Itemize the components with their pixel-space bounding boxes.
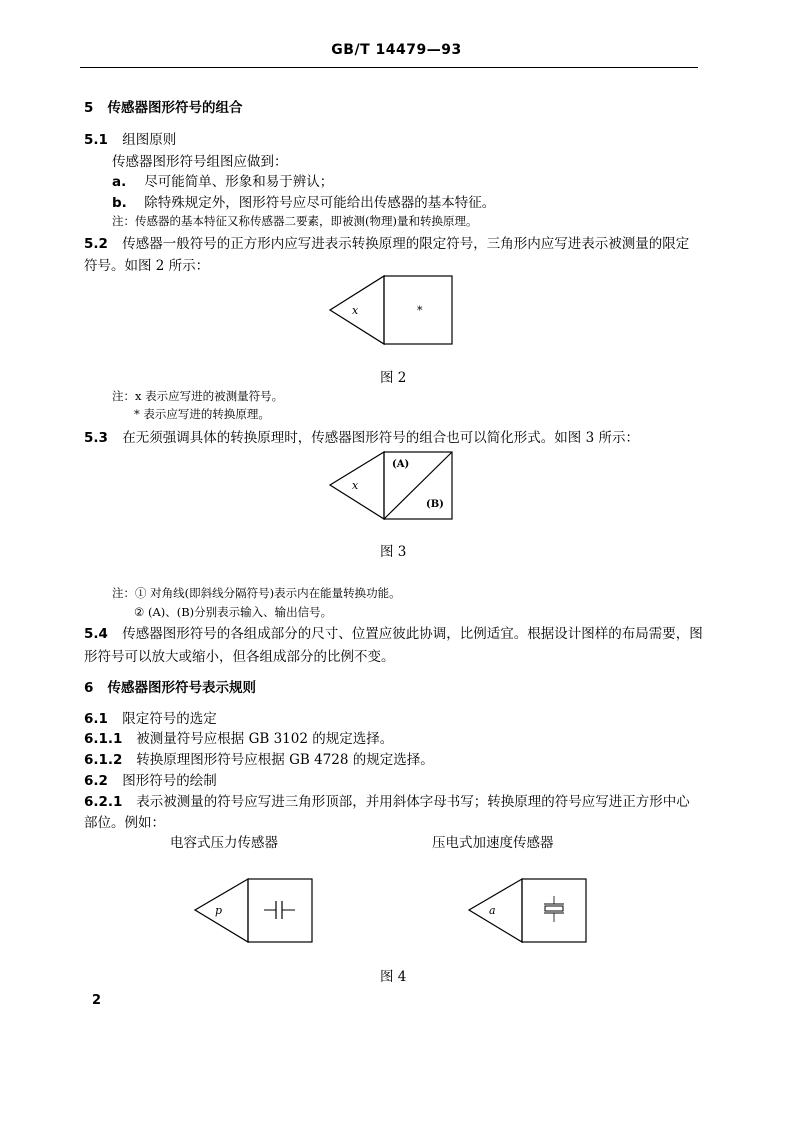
- clause-5-1-note: 注：传感器的基本特征又称传感器二要素，即被测(物理)量和转换原理。: [112, 214, 478, 228]
- fig4-left-p-symbol: p: [215, 904, 223, 917]
- figure-3: [328, 451, 454, 523]
- clause-6-1-title: 限定符号的选定: [122, 711, 217, 727]
- clause-6-2-number: 6.2: [84, 773, 108, 789]
- fig2-star-symbol: *: [417, 304, 423, 317]
- fig2-caption: 图 2: [380, 370, 407, 386]
- clause-6-1-1: [84, 727, 393, 747]
- clause-6-1-2-text: 转换原理图形符号应根据 GB 4728 的规定选择。: [136, 752, 434, 768]
- clause-6-1-2-number: 6.1.2: [84, 752, 123, 768]
- fig2-x-symbol: x: [352, 304, 359, 317]
- fig4-right-title: 压电式加速度传感器: [432, 835, 554, 851]
- item-b-text: 除特殊规定外，图形符号应尽可能给出传感器的基本特征。: [144, 195, 496, 211]
- clause-6-1: [84, 707, 217, 727]
- clause-6-2-title: 图形符号的绘制: [122, 773, 217, 789]
- fig2-note-1: 注：x 表示应写进的被测量符号。: [112, 389, 284, 403]
- page-header: GB/T 14479—93: [331, 42, 462, 58]
- clause-5-4-line2: 形符号可以放大或缩小，但各组成部分的比例不变。: [84, 649, 395, 665]
- clause-5-2-number: 5.2: [84, 236, 108, 252]
- figure-4-piezoelectric-acceleration-sensor: [467, 878, 589, 944]
- fig3-caption: 图 3: [380, 544, 407, 560]
- figure-4-capacitive-pressure-sensor: [193, 878, 315, 944]
- item-b-label: b.: [112, 195, 127, 211]
- item-a-label: a.: [112, 174, 127, 190]
- fig3-note-2: ② (A)、(B)分别表示输入、输出信号。: [134, 605, 333, 619]
- section-5-title: 传感器图形符号的组合: [107, 100, 243, 116]
- section-5-heading: [84, 96, 243, 116]
- fig3-label-a: (A): [392, 459, 410, 470]
- clause-6-2-1-text1: 表示被测量的符号应写进三角形顶部，并用斜体字母书写；转换原理的符号应写进正方形中心: [136, 794, 690, 810]
- clause-5-3: [84, 426, 639, 446]
- clause-5-3-number: 5.3: [84, 430, 108, 446]
- section-6-title: 传感器图形符号表示规则: [107, 680, 257, 696]
- page-number: 2: [92, 993, 102, 1008]
- fig4-caption: 图 4: [380, 969, 407, 985]
- fig4-left-square: [248, 879, 312, 942]
- clause-5-4-line1: [84, 622, 703, 642]
- figure-2: [328, 275, 454, 347]
- clause-5-2-line1: [84, 232, 689, 252]
- clause-6-2-1-line1: [84, 790, 690, 810]
- clause-5-1-item-b: [112, 191, 495, 211]
- clause-6-1-1-text: 被测量符号应根据 GB 3102 的规定选择。: [136, 731, 394, 747]
- clause-6-2-1-number: 6.2.1: [84, 794, 123, 810]
- clause-5-1-number: 5.1: [84, 132, 108, 148]
- header-rule: [80, 67, 698, 68]
- fig3-label-b: (B): [426, 499, 444, 510]
- clause-5-1-item-a: [112, 170, 333, 190]
- fig4-right-a-symbol: a: [489, 904, 496, 917]
- clause-6-2-1-line2: 部位。例如：: [84, 815, 165, 831]
- item-a-text: 尽可能简单、形象和易于辨认；: [144, 174, 334, 190]
- fig3-note-1: 注：① 对角线(即斜线分隔符号)表示内在能量转换功能。: [112, 586, 401, 600]
- clause-6-1-1-number: 6.1.1: [84, 731, 123, 747]
- clause-6-2: [84, 769, 217, 789]
- section-6-number: 6: [84, 680, 94, 696]
- fig3-x-symbol: x: [352, 479, 359, 492]
- section-5-number: 5: [84, 100, 94, 116]
- clause-5-3-text: 在无须强调具体的转换原理时，传感器图形符号的组合也可以简化形式。如图 3 所示：: [122, 430, 639, 446]
- fig2-note-2: * 表示应写进的转换原理。: [134, 407, 270, 421]
- fig4-left-title: 电容式压力传感器: [170, 835, 278, 851]
- section-6-heading: [84, 676, 256, 696]
- capacitor-icon: [264, 901, 295, 919]
- clause-5-2-line2: 符号。如图 2 所示：: [84, 258, 210, 274]
- clause-5-4-text1: 传感器图形符号的各组成部分的尺寸、位置应彼此协调，比例适宜。根据设计图样的布局需要，图: [122, 626, 703, 642]
- piezo-crystal-icon: [544, 896, 564, 922]
- clause-6-1-number: 6.1: [84, 711, 108, 727]
- clause-5-2-text1: 传感器一般符号的正方形内应写进表示转换原理的限定符号，三角形内应写进表示被测量的限定: [122, 236, 690, 252]
- clause-5-1: [84, 128, 176, 148]
- clause-5-1-intro: 传感器图形符号组图应做到：: [112, 154, 288, 170]
- clause-6-1-2: [84, 748, 434, 768]
- clause-5-1-title: 组图原则: [122, 132, 177, 148]
- clause-5-4-number: 5.4: [84, 626, 108, 642]
